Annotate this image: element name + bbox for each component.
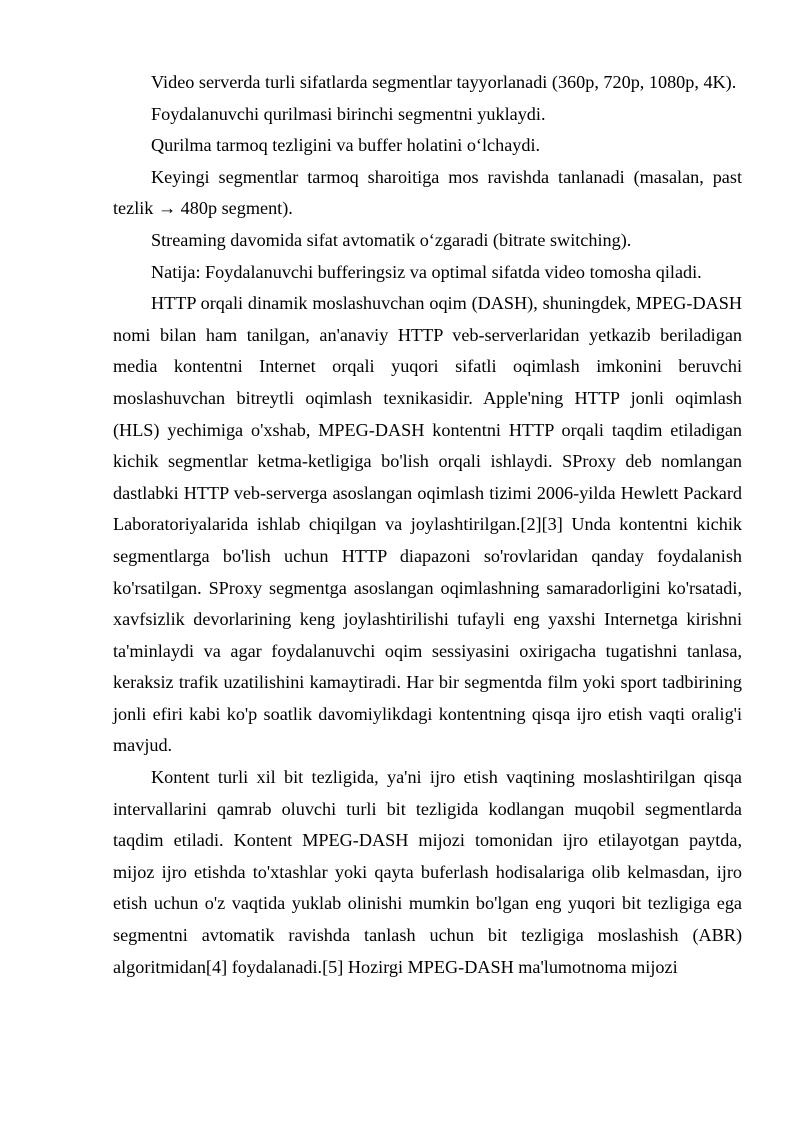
- paragraph-2: Foydalanuvchi qurilmasi birinchi segmentni yuklaydi.: [151, 103, 546, 124]
- paragraph-6: Natija: Foydalanuvchi bufferingsiz va optimal sifatda video tomosha qiladi.: [151, 261, 702, 282]
- paragraph-5: Streaming davomida sifat avtomatik o‘zgaradi (bitrate switching).: [151, 229, 632, 250]
- paragraph-1: Video serverda turli sifatlarda segmentlar tayyorlanadi (360p, 720p, 1080p, 4K).: [151, 72, 737, 92]
- document-page: [113, 67, 742, 983]
- paragraph-8: Kontent turli xil bit tezligida, ya'ni ijro etish vaqtining moslashtirilgan qisqa intervallarini qamrab oluvchi turli bit tezligida kodlangan muqobil segmentlarda taqdim etiladi. Kontent MPEG-DASH mijozi tomonidan ijro etilayotgan paytda, mijoz ijro etishda to'xtashlar yoki qayta buferlash hodisalariga olib kelmasdan, ijro etish uchun o'z vaqtida yuklab olinishi mumkin bo'lgan eng yuqori bit tezligiga ega segmentni avtomatik ravishda tanlash uchun bit tezligiga moslashish (ABR) algoritmidan[4] foydalanadi.[5] Hozirgi MPEG-DASH ma'lumotnoma mijozi: [113, 767, 742, 977]
- paragraph-3: Qurilma tarmoq tezligini va buffer holatini o‘lchaydi.: [151, 135, 541, 156]
- paragraph-4: Keyingi segmentlar tarmoq sharoitiga mos ravishda tanlanadi (masalan, past tezlik → 480p segment).: [113, 166, 742, 219]
- paragraph-7: HTTP orqali dinamik moslashuvchan oqim (DASH), shuningdek, MPEG-DASH nomi bilan ham tanilgan, an'anaviy HTTP veb-serverlaridan yetkazib beriladigan media kontentni Internet orqali yuqori sifatli oqimlash imkonini beruvchi moslashuvchan bitreytli oqimlash texnikasidir. Apple'ning HTTP jonli oqimlash (HLS) yechimiga o'xshab, MPEG-DASH kontentni HTTP orqali taqdim etiladigan kichik segmentlar ketma-ketligiga bo'lish orqali ishlaydi. SProxy deb nomlangan dastlabki HTTP veb-serverga asoslangan oqimlash tizimi 2006-yilda Hewlett Packard Laboratoriyalarida ishlab chiqilgan va joylashtirilgan.[2][3] Unda kontentni kichik segmentlarga bo'lish uchun HTTP diapazoni so'rovlaridan qanday foydalanish ko'rsatilgan. SProxy segmentga asoslangan oqimlashning samaradorligini ko'rsatadi, xavfsizlik devorlarining keng joylashtirilishi tufayli eng yaxshi Internetga kirishni ta'minlaydi va agar foydalanuvchi oqim sessiyasini oxirigacha tugatishni tanlasa, keraksiz trafik uzatilishini kamaytiradi. Har bir segmentda film yoki sport tadbirining jonli efiri kabi ko'p soatlik davomiylikdagi kontentning qisqa ijro etish vaqti oralig'i mavjud.: [113, 293, 742, 756]
